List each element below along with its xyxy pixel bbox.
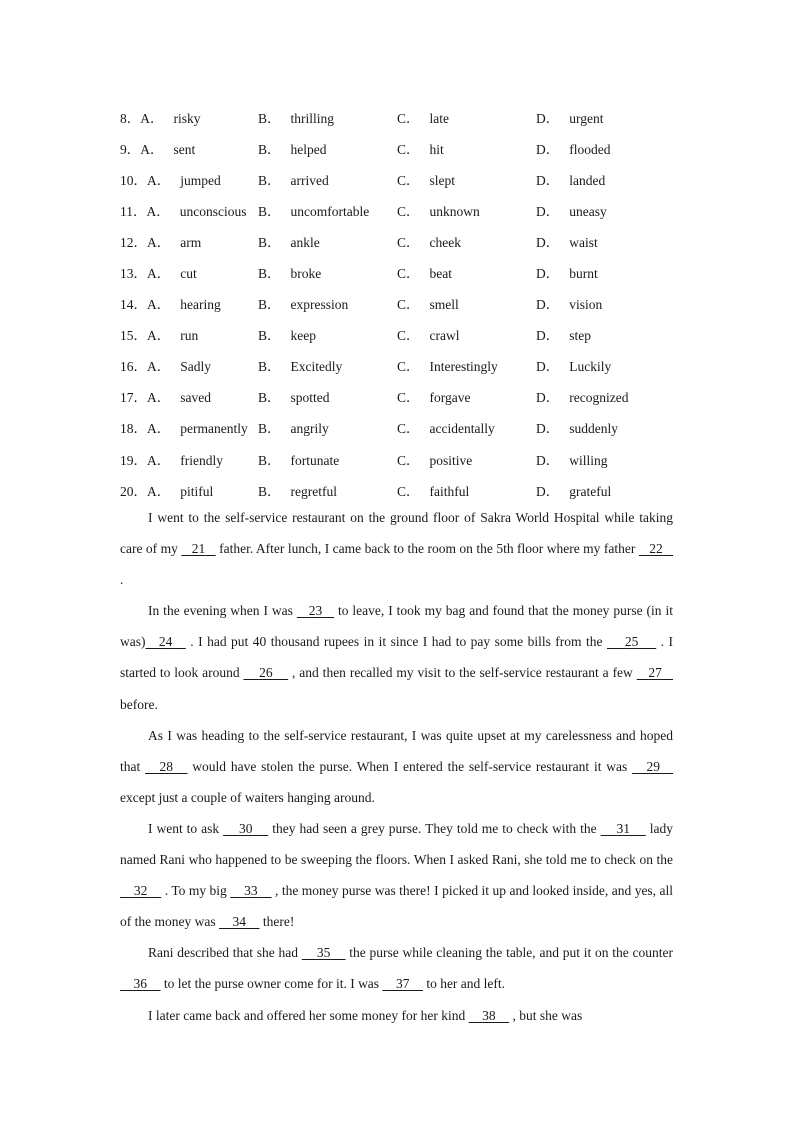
option-d-word: uneasy — [569, 203, 607, 219]
passage-text: , and then recalled my visit to the self-service restaurant a few — [288, 665, 637, 681]
option-b-word: spotted — [290, 390, 330, 406]
blank-pad — [330, 945, 345, 960]
option-c — [397, 256, 536, 287]
answer-blank[interactable]: 28 — [159, 758, 174, 774]
option-b-word: broke — [290, 266, 322, 282]
option-a-label: 13．A． — [120, 266, 171, 282]
option-d — [536, 194, 656, 225]
option-a — [120, 194, 258, 225]
option-c-word: forgave — [429, 390, 471, 406]
passage-text: As I was heading to the self-service restaurant, I was quite upset at my carelessness and hoped that — [120, 727, 673, 774]
answer-blank[interactable]: 32 — [133, 883, 148, 899]
blank-pad — [244, 665, 260, 680]
passage-paragraph — [120, 502, 673, 595]
option-b-label: B． — [258, 390, 281, 406]
option-d-word: Luckily — [569, 359, 612, 375]
option-d-label: D． — [536, 110, 560, 126]
option-c-label: C． — [397, 110, 420, 126]
option-b-label: B． — [258, 328, 281, 344]
blank-pad — [230, 883, 244, 898]
options-body — [120, 101, 656, 505]
option-d — [536, 225, 656, 256]
blank-pad — [322, 603, 334, 618]
passage-text: , but she was — [509, 1007, 583, 1023]
option-c — [397, 474, 536, 505]
passage-paragraph — [120, 813, 673, 937]
option-c — [397, 443, 536, 474]
option-b — [258, 132, 397, 163]
passage-text: to her and left. — [422, 976, 506, 992]
passage-text: Rani described that she had — [148, 945, 302, 961]
option-b — [258, 350, 397, 381]
option-b — [258, 256, 397, 287]
passage-text: except just a couple of waiters hanging around. — [120, 789, 375, 805]
passage-text: to leave, I took my bag and found that the money purse (in it was) — [120, 603, 673, 650]
blank-pad — [496, 1008, 510, 1023]
option-a — [120, 256, 258, 287]
option-a-label: 16．A． — [120, 359, 171, 375]
blank-pad — [146, 634, 159, 649]
option-d-label: D． — [536, 172, 560, 188]
option-d-label: D． — [536, 452, 560, 468]
blank-pad — [181, 541, 191, 556]
option-a-label: 14．A． — [120, 297, 171, 313]
option-d-label: D． — [536, 141, 560, 157]
option-b-label: B． — [258, 421, 281, 437]
option-d-word: landed — [569, 172, 606, 188]
option-b-label: B． — [258, 110, 281, 126]
option-b-word: thrilling — [290, 110, 335, 126]
option-d-word: vision — [569, 297, 603, 313]
option-c-word: positive — [429, 452, 473, 468]
answer-blank[interactable]: 37 — [395, 976, 410, 992]
option-d — [536, 474, 656, 505]
option-b-word: angrily — [290, 421, 329, 437]
option-b — [258, 319, 397, 350]
option-a-label: 12．A． — [120, 234, 171, 250]
answer-blank[interactable]: 26 — [259, 665, 273, 681]
option-c-label: C． — [397, 390, 420, 406]
passage-paragraph — [120, 1000, 673, 1031]
blank-pad — [302, 945, 317, 960]
option-b — [258, 443, 397, 474]
passage-text: I went to the self-service restaurant on the ground floor of Sakra World Hospital while taking care of my — [120, 510, 673, 557]
passage-text: I later came back and offered her some money for her kind — [148, 1007, 469, 1023]
option-b-word: ankle — [290, 234, 320, 250]
option-d-label: D． — [536, 421, 560, 437]
option-row — [120, 101, 656, 132]
option-a-label: 20．A． — [120, 483, 171, 499]
option-c — [397, 101, 536, 132]
option-a-word: jumped — [180, 172, 221, 188]
answer-blank[interactable]: 31 — [616, 820, 630, 836]
option-b-label: B． — [258, 266, 281, 282]
blank-pad — [246, 914, 260, 929]
blank-pad — [252, 821, 268, 836]
answer-blank[interactable]: 24 — [158, 634, 173, 650]
answer-blank[interactable]: 22 — [649, 541, 663, 557]
option-a — [120, 225, 258, 256]
answer-blank[interactable]: 38 — [482, 1007, 496, 1023]
blank-pad — [637, 665, 649, 680]
option-row — [120, 288, 656, 319]
option-c-label: C． — [397, 266, 420, 282]
option-b-word: keep — [290, 328, 316, 344]
option-a-word: cut — [180, 266, 197, 282]
option-a-word: permanently — [180, 421, 248, 437]
option-d-word: willing — [569, 452, 608, 468]
option-d-label: D． — [536, 328, 560, 344]
blank-pad — [147, 976, 161, 991]
option-d-label: D． — [536, 266, 560, 282]
option-d — [536, 412, 656, 443]
option-d — [536, 132, 656, 163]
option-a-word: pitiful — [180, 483, 214, 499]
passage-text: to let the purse owner come for it. I was — [160, 976, 383, 992]
passage-text: . I had put 40 thousand rupees in it since I had to pay some bills from the — [185, 634, 607, 650]
blank-pad — [273, 665, 289, 680]
option-a-label: 8．A． — [120, 110, 164, 126]
option-c — [397, 381, 536, 412]
blank-pad — [147, 883, 161, 898]
blank-pad — [120, 976, 134, 991]
option-a — [120, 163, 258, 194]
option-d — [536, 319, 656, 350]
option-row — [120, 381, 656, 412]
option-a-word: Sadly — [180, 359, 212, 375]
option-c-word: unknown — [429, 203, 480, 219]
option-d-word: burnt — [569, 266, 598, 282]
option-a-word: risky — [173, 110, 201, 126]
option-c — [397, 288, 536, 319]
option-c-word: beat — [429, 266, 453, 282]
option-row — [120, 225, 656, 256]
answer-blank[interactable]: 30 — [238, 820, 253, 836]
option-c-word: hit — [429, 141, 444, 157]
option-d-word: recognized — [569, 390, 629, 406]
option-c-label: C． — [397, 452, 420, 468]
option-a — [120, 101, 258, 132]
option-row — [120, 412, 656, 443]
passage-text: I went to ask — [148, 820, 224, 836]
option-b-label: B． — [258, 203, 281, 219]
option-a — [120, 132, 258, 163]
option-c — [397, 350, 536, 381]
option-a — [120, 474, 258, 505]
option-c — [397, 319, 536, 350]
blank-pad — [223, 821, 239, 836]
option-c-word: cheek — [429, 234, 461, 250]
option-c-label: C． — [397, 141, 420, 157]
option-a-label: 18．A． — [120, 421, 171, 437]
blank-pad — [662, 665, 673, 680]
option-c — [397, 225, 536, 256]
option-c-word: Interestingly — [429, 359, 498, 375]
options-table — [120, 101, 656, 505]
option-row — [120, 474, 656, 505]
option-a-label: 10．A． — [120, 172, 171, 188]
blank-pad — [601, 821, 617, 836]
option-d-word: urgent — [569, 110, 604, 126]
option-a-label: 9．A． — [120, 141, 164, 157]
passage-text: lady named Rani who happened to be sweeping the floors. When I asked Rani, she told me to check on the — [120, 820, 674, 868]
option-d-label: D． — [536, 483, 560, 499]
option-b — [258, 194, 397, 225]
option-c-label: C． — [397, 421, 420, 437]
option-row — [120, 194, 656, 225]
option-b-word: arrived — [290, 172, 329, 188]
option-b — [258, 474, 397, 505]
option-b-word: uncomfortable — [290, 203, 370, 219]
option-c-word: crawl — [429, 328, 460, 344]
option-a — [120, 319, 258, 350]
blank-pad — [660, 759, 673, 774]
passage-paragraph — [120, 937, 673, 999]
option-c-word: faithful — [429, 483, 470, 499]
option-b-word: expression — [290, 297, 349, 313]
option-row — [120, 163, 656, 194]
option-a-label: 17．A． — [120, 390, 171, 406]
blank-pad — [632, 759, 646, 774]
option-a — [120, 350, 258, 381]
passage-text: before. — [120, 696, 158, 712]
option-a-word: arm — [180, 234, 202, 250]
option-a — [120, 443, 258, 474]
option-row — [120, 256, 656, 287]
blank-pad — [639, 541, 649, 556]
blank-pad — [409, 976, 423, 991]
cloze-passage — [120, 502, 673, 1031]
answer-blank[interactable]: 27 — [648, 665, 662, 681]
option-d — [536, 101, 656, 132]
blank-pad — [173, 759, 187, 774]
option-c-label: C． — [397, 172, 420, 188]
passage-text: father. After lunch, I came back to the room on the 5th floor where my father — [215, 541, 639, 557]
option-a-label: 11．A． — [120, 203, 170, 219]
option-b — [258, 412, 397, 443]
answer-blank[interactable]: 34 — [232, 914, 246, 930]
option-c-label: C． — [397, 483, 420, 499]
option-d-word: suddenly — [569, 421, 618, 437]
blank-pad — [469, 1008, 483, 1023]
answer-blank[interactable]: 35 — [316, 945, 331, 961]
option-a-word: unconscious — [179, 203, 247, 219]
passage-text: In the evening when I was — [148, 603, 297, 619]
passage-text: . I started to look around — [120, 634, 674, 681]
option-b-label: B． — [258, 141, 281, 157]
option-a-label: 15．A． — [120, 328, 171, 344]
option-d-label: D． — [536, 359, 560, 375]
option-d — [536, 163, 656, 194]
blank-pad — [630, 821, 646, 836]
option-c-label: C． — [397, 297, 420, 313]
blank-pad — [205, 541, 215, 556]
option-row — [120, 132, 656, 163]
passage-text: there! — [259, 914, 295, 930]
option-b-label: B． — [258, 297, 281, 313]
option-c-label: C． — [397, 328, 420, 344]
option-d — [536, 288, 656, 319]
blank-pad — [172, 634, 185, 649]
blank-pad — [382, 976, 396, 991]
option-d-word: waist — [569, 234, 598, 250]
answer-blank[interactable]: 21 — [191, 541, 206, 557]
option-d-word: step — [569, 328, 591, 344]
option-row — [120, 443, 656, 474]
option-c-word: smell — [429, 297, 459, 313]
option-d-label: D． — [536, 390, 560, 406]
option-b-label: B． — [258, 234, 281, 250]
option-d-label: D． — [536, 234, 560, 250]
option-d-label: D． — [536, 297, 560, 313]
blank-pad — [638, 634, 656, 649]
option-a-label: 19．A． — [120, 452, 171, 468]
passage-text: the purse while cleaning the table, and put it on the counter — [345, 945, 674, 961]
option-c-label: C． — [397, 203, 420, 219]
option-a-word: run — [180, 328, 199, 344]
option-c — [397, 163, 536, 194]
option-b-label: B． — [258, 452, 281, 468]
option-row — [120, 350, 656, 381]
passage-text: . To my big — [161, 883, 231, 899]
blank-pad — [120, 883, 134, 898]
answer-blank[interactable]: 36 — [133, 976, 147, 992]
blank-pad — [258, 883, 272, 898]
option-b — [258, 288, 397, 319]
option-b-word: regretful — [290, 483, 337, 499]
option-b — [258, 101, 397, 132]
answer-blank[interactable]: 23 — [308, 603, 323, 619]
option-d-word: grateful — [569, 483, 612, 499]
passage-text: they had seen a grey purse. They told me to check with the — [268, 820, 601, 836]
option-c-word: accidentally — [429, 421, 495, 437]
answer-blank[interactable]: 25 — [624, 634, 639, 650]
blank-pad — [663, 541, 673, 556]
option-b-label: B． — [258, 359, 281, 375]
option-c-word: late — [429, 110, 450, 126]
option-a — [120, 288, 258, 319]
option-a-word: saved — [180, 390, 211, 406]
option-d — [536, 256, 656, 287]
answer-blank[interactable]: 29 — [646, 758, 661, 774]
option-c-label: C． — [397, 234, 420, 250]
answer-blank[interactable]: 33 — [244, 883, 258, 899]
option-a — [120, 381, 258, 412]
passage-text: would have stolen the purse. When I entered the self-service restaurant it was — [187, 758, 633, 774]
blank-pad — [607, 634, 625, 649]
option-c-word: slept — [429, 172, 456, 188]
option-a — [120, 412, 258, 443]
option-c-label: C． — [397, 359, 420, 375]
option-b — [258, 381, 397, 412]
option-a-word: hearing — [180, 297, 221, 313]
passage-text: . — [120, 572, 124, 588]
blank-pad — [145, 759, 159, 774]
option-d-label: D． — [536, 203, 560, 219]
option-d — [536, 381, 656, 412]
option-b-label: B． — [258, 172, 281, 188]
option-b — [258, 163, 397, 194]
option-c — [397, 132, 536, 163]
option-b-word: fortunate — [290, 452, 340, 468]
option-b-word: helped — [290, 141, 327, 157]
option-d — [536, 443, 656, 474]
blank-pad — [219, 914, 233, 929]
passage-text: , the money purse was there! I picked it up and looked inside, and yes, all of the money was — [120, 883, 674, 930]
option-b — [258, 225, 397, 256]
option-a-word: friendly — [180, 452, 223, 468]
option-b-label: B． — [258, 483, 281, 499]
option-d-word: flooded — [569, 141, 611, 157]
option-row — [120, 319, 656, 350]
passage-paragraph — [120, 595, 673, 719]
option-c — [397, 194, 536, 225]
blank-pad — [297, 603, 309, 618]
passage-paragraph — [120, 720, 673, 813]
option-d — [536, 350, 656, 381]
option-c — [397, 412, 536, 443]
option-b-word: Excitedly — [290, 359, 343, 375]
option-a-word: sent — [173, 141, 196, 157]
